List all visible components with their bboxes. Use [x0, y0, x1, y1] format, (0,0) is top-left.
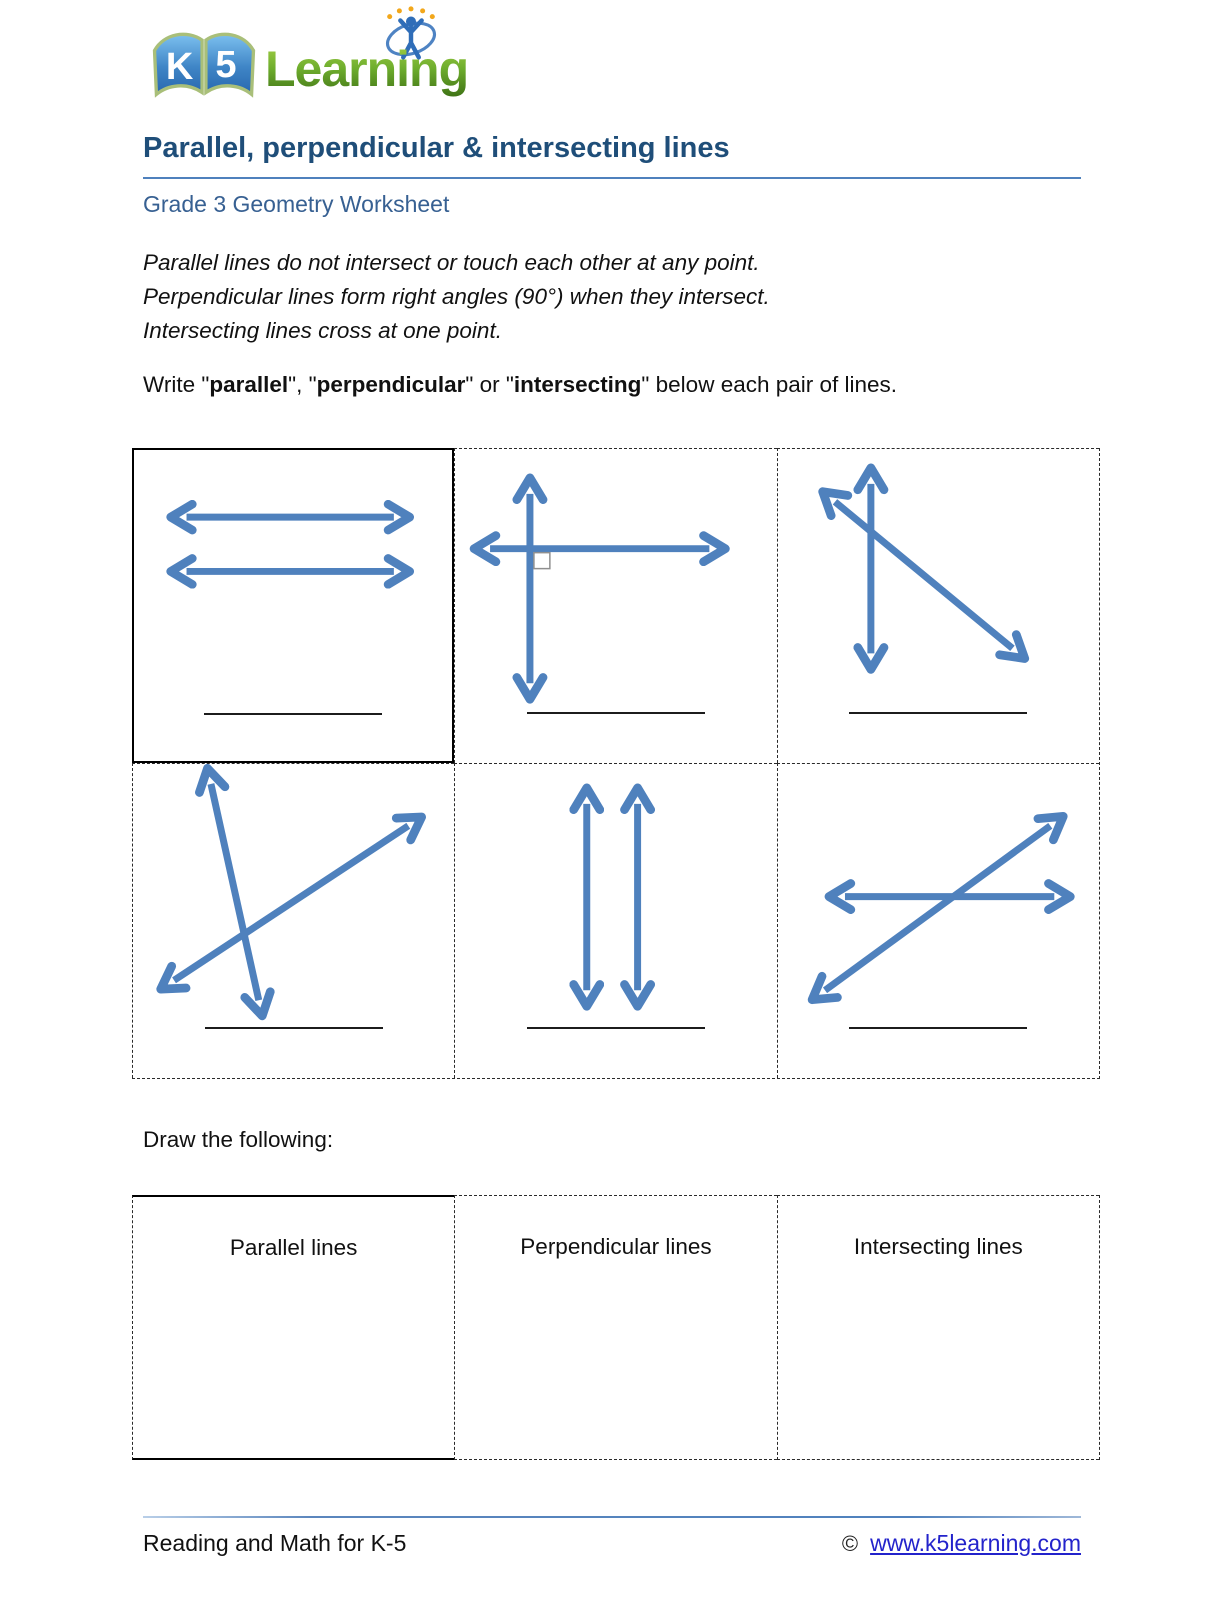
answer-blank-5[interactable]	[527, 1027, 705, 1029]
figure-perpendicular	[455, 449, 776, 763]
definitions-block	[143, 246, 1081, 348]
instruction-word-intersecting: intersecting	[513, 372, 642, 397]
answer-blank-3[interactable]	[849, 712, 1027, 714]
k5-book-icon	[145, 18, 263, 106]
k5-learning-logo	[145, 18, 1224, 104]
instruction-part: ", "	[288, 372, 317, 397]
draw-cell-perpendicular[interactable]	[454, 1195, 776, 1460]
instruction-word-perpendicular: perpendicular	[316, 372, 466, 397]
figure-parallel-vertical	[455, 764, 776, 1078]
exercise-cell-2	[454, 448, 776, 763]
instruction-part: " below each pair of lines.	[641, 372, 898, 397]
page-title: Parallel, perpendicular & intersecting lines	[143, 132, 730, 164]
logo-digit-5: 5	[215, 44, 237, 87]
logo-wordmark: Learning	[265, 41, 469, 97]
answer-blank-6[interactable]	[849, 1027, 1027, 1029]
answer-blank-1[interactable]	[204, 713, 382, 715]
draw-heading: Draw the following:	[143, 1127, 334, 1152]
footer-left-text: Reading and Math for K-5	[143, 1530, 407, 1556]
answer-blank-2[interactable]	[527, 712, 705, 714]
footer	[143, 1530, 1081, 1557]
copyright-symbol: ©	[841, 1531, 859, 1556]
exercise-cell-5	[454, 763, 776, 1078]
exercise-cell-6	[777, 763, 1099, 1078]
instruction-word-parallel: parallel	[209, 372, 289, 397]
draw-cell-intersecting[interactable]	[777, 1195, 1099, 1460]
draw-table	[132, 1195, 1100, 1460]
exercise-cell-3	[777, 448, 1099, 763]
figure-intersecting-steep-diagonal	[133, 764, 454, 1078]
footer-rule	[143, 1516, 1081, 1518]
k5learning-link[interactable]: www.k5learning.com	[870, 1530, 1081, 1556]
figure-intersecting-vertical-diagonal	[778, 449, 1099, 763]
definition-intersecting: Intersecting lines cross at one point.	[143, 318, 502, 343]
footer-right	[842, 1530, 1081, 1557]
definition-perpendicular: Perpendicular lines form right angles (90°) when they intersect.	[143, 284, 770, 309]
draw-cell-label-perpendicular: Perpendicular lines	[520, 1234, 712, 1259]
figure-intersecting-horizontal-diagonal	[778, 764, 1099, 1078]
exercise-grid	[132, 448, 1100, 1079]
draw-cell-label-intersecting: Intersecting lines	[853, 1234, 1023, 1259]
logo-letter-k: K	[165, 46, 194, 89]
logo-wordmark-wrap	[265, 40, 468, 98]
exercise-cell-4	[132, 763, 454, 1078]
exercise-cell-1	[132, 448, 454, 763]
worksheet-page	[0, 18, 1224, 1602]
draw-cell-label-parallel: Parallel lines	[229, 1235, 358, 1260]
instruction-part: Write "	[143, 372, 210, 397]
right-angle-marker	[534, 553, 550, 569]
draw-cell-parallel[interactable]	[132, 1195, 454, 1460]
instruction-text	[143, 372, 1081, 398]
instruction-part: " or "	[465, 372, 514, 397]
answer-blank-4[interactable]	[205, 1027, 383, 1029]
definition-parallel: Parallel lines do not intersect or touch each other at any point.	[143, 250, 760, 275]
title-rule	[143, 177, 1081, 179]
worksheet-subtitle: Grade 3 Geometry Worksheet	[143, 191, 450, 217]
